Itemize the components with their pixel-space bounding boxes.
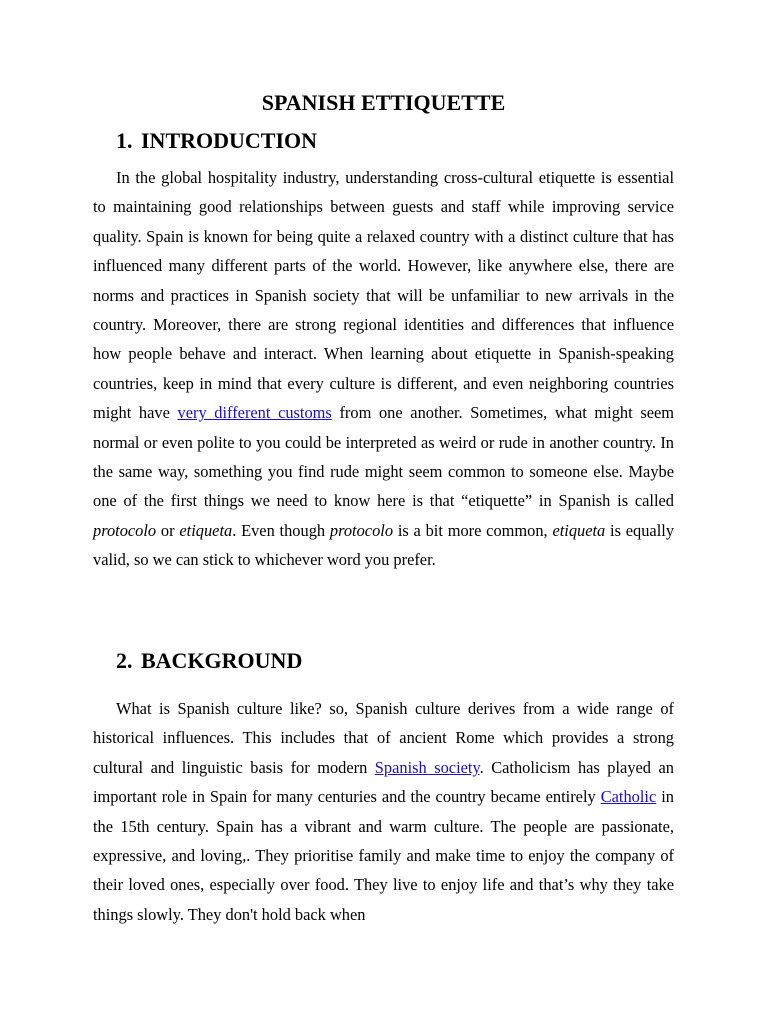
very-different-customs-link[interactable]: very different customs: [177, 403, 332, 423]
spanish-society-link[interactable]: Spanish society: [374, 757, 480, 777]
paragraph-text: . Catholicism has played an important role in Spain for many centuries and the country became entirely: [93, 757, 674, 807]
paragraph-text: or: [156, 520, 180, 540]
italic-term: etiqueta: [179, 520, 233, 540]
paragraph-text: in the 15th century. Spain has a vibrant and warm culture. The people are passionate, expressive, and loving,. They prioritise family and make time to enjoy the company of their loved ones, especially over food. They live to enjoy life and that’s why they take things slowly. They don't hold back when: [93, 787, 674, 924]
document-title: SPANISH ETTIQUETTE: [261, 90, 506, 115]
section-heading-background: [116, 647, 302, 675]
catholic-link[interactable]: Catholic: [600, 787, 657, 807]
section-title: BACKGROUND: [141, 648, 303, 673]
section-number: 1.: [116, 128, 133, 153]
paragraph-text: What is Spanish culture like? so, Spanish culture derives from a wide range of historical influences. This includes that of ancient Rome which provides a strong cultural and linguistic basis for modern: [93, 699, 674, 777]
background-paragraph: [93, 694, 674, 929]
section-number: 2.: [116, 648, 133, 673]
italic-term: protocolo: [329, 520, 394, 540]
paragraph-text: is a bit more common,: [393, 520, 553, 540]
section-title: INTRODUCTION: [141, 128, 318, 153]
paragraph-text: from one another. Sometimes, what might seem normal or even polite to you could be interpreted as weird or rude in another country. In the same way, something you find rude might seem common to someone else. Maybe one of the first things we need to know here is that “etiquette” in Spanish is called: [93, 403, 675, 511]
paragraph-text: . Even though: [232, 520, 330, 540]
paragraph-text: is equally valid, so we can stick to whichever word you prefer.: [93, 520, 675, 570]
italic-term: etiqueta: [552, 520, 606, 540]
introduction-paragraph: [93, 163, 674, 575]
italic-term: protocolo: [93, 520, 157, 540]
section-heading-introduction: [116, 127, 317, 155]
paragraph-text: In the global hospitality industry, understanding cross-cultural etiquette is essential to maintaining good relationships between guests and staff while improving service quality. Spain is known for being quite a relaxed country with a distinct culture that has influenced many different parts of the world. However, like anywhere else, there are norms and practices in Spanish society that will be unfamiliar to new arrivals in the country. Moreover, there are strong regional identities and differences that influence how people behave and interact. When learning about etiquette in Spanish-speaking countries, keep in mind that every culture is different, and even neighboring countries might have: [93, 168, 674, 423]
